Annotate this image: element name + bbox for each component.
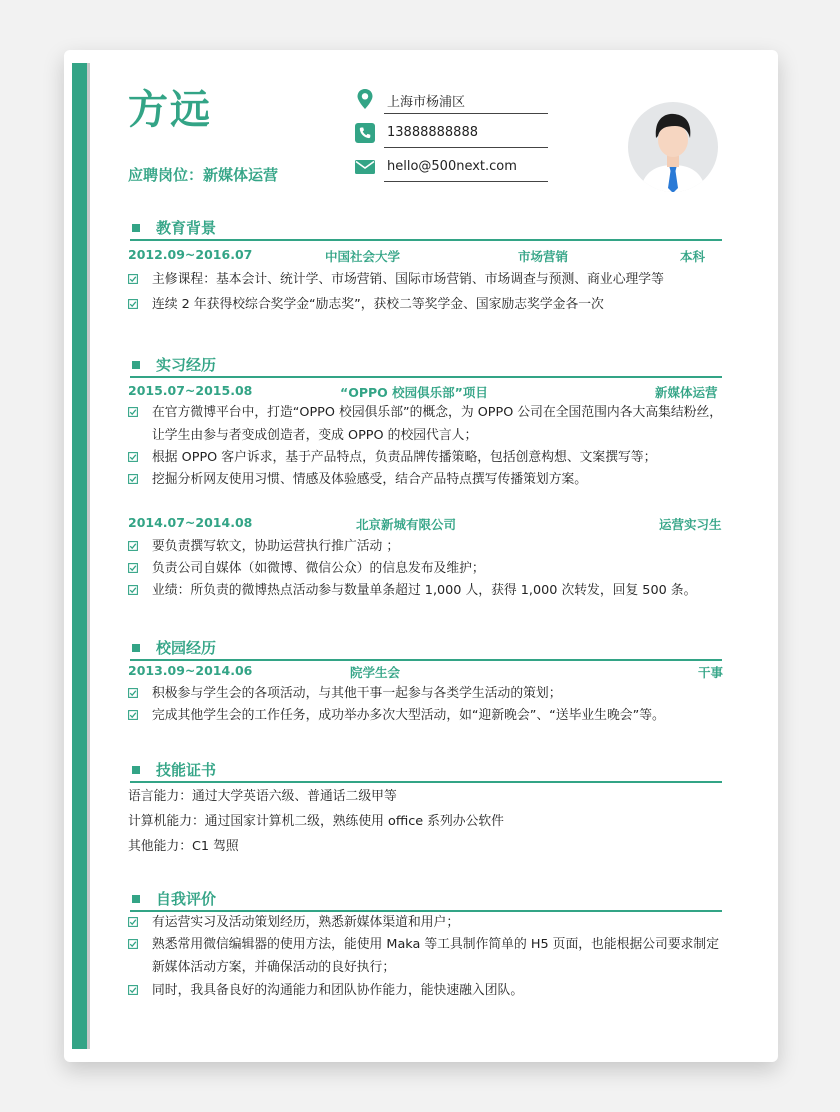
section-header-internship (130, 352, 722, 378)
section-header-campus (130, 635, 722, 661)
item-text: 完成其他学生会的工作任务，成功举办多次大型活动，如“迎新晚会”、“送毕业生晚会”等。 (152, 708, 665, 723)
section-marker (132, 361, 140, 369)
phone-underline (384, 147, 548, 148)
section-title: 自我评价 (156, 890, 217, 908)
mail-icon (354, 156, 376, 178)
campus-row (128, 663, 722, 683)
contact-address (354, 88, 548, 114)
avatar (628, 102, 718, 192)
job-role: 新媒体运营 (655, 385, 718, 400)
job-org: “OPPO 校园俱乐部”项目 (340, 385, 488, 400)
checkbox-icon (128, 541, 138, 551)
job-org: 北京新城有限公司 (356, 517, 457, 532)
avatar-illustration (628, 102, 718, 192)
candidate-name: 方远 (128, 87, 212, 133)
campus-org: 院学生会 (350, 665, 401, 680)
campus-period: 2013.09~2014.06 (128, 663, 253, 678)
item-text: 主修课程：基本会计、统计学、市场营销、国际市场营销、市场调查与预测、商业心理学等 (152, 272, 664, 287)
section-title: 技能证书 (156, 761, 217, 779)
section-header-self-eval (130, 886, 722, 912)
checkbox-icon (128, 407, 138, 417)
checkbox-icon (128, 585, 138, 595)
location-pin-icon (354, 88, 376, 110)
section-header-education (130, 215, 722, 241)
section-marker (132, 224, 140, 232)
section-title: 校园经历 (156, 639, 217, 657)
checkbox-icon (128, 939, 138, 949)
item-text: 挖掘分析网友使用习惯、情感及体验感受，结合产品特点撰写传播策划方案。 (152, 472, 588, 487)
skill-line: 计算机能力：通过国家计算机二级，熟练使用 office 系列办公软件 (128, 814, 504, 829)
item-text: 连续 2 年获得校综合奖学金“励志奖”，获校二等奖学金、国家励志奖学金各一次 (152, 297, 604, 312)
campus-role: 干事 (698, 665, 724, 680)
item-text: 要负责撰写软文，协助运营执行推广活动 ； (152, 539, 400, 554)
checkbox-icon (128, 688, 138, 698)
checkbox-icon (128, 985, 138, 995)
education-row (128, 247, 722, 267)
item-text: 积极参与学生会的各项活动，与其他干事一起参与各类学生活动的策划； (152, 686, 562, 701)
item-text: 业绩：所负责的微博热点活动参与数量单条超过 1,000 人，获得 1,000 次转发，回复 500 条。 (152, 583, 697, 598)
internship-row-1 (128, 383, 722, 403)
checkbox-icon (128, 710, 138, 720)
job-period: 2014.07~2014.08 (128, 515, 253, 530)
applied-position: 应聘岗位：新媒体运营 (128, 166, 279, 184)
email-underline (384, 181, 548, 182)
item-text: 根据 OPPO 客户诉求，基于产品特点，负责品牌传播策略，包括创意构想、文案撰写等； (152, 450, 657, 465)
checkbox-icon (128, 474, 138, 484)
section-marker (132, 766, 140, 774)
section-header-skills (130, 757, 722, 783)
section-marker (132, 895, 140, 903)
job-period: 2015.07~2015.08 (128, 383, 253, 398)
item-text: 在官方微博平台中，打造“OPPO 校园俱乐部”的概念，为 OPPO 公司在全国范围内各大高集结粉丝，让学生由参与者变成创造者，变成 OPPO 的校园代言人； (152, 405, 723, 443)
skill-line: 语言能力：通过大学英语六级、普通话二级甲等 (128, 789, 397, 804)
skill-line: 其他能力：C1 驾照 (128, 839, 239, 854)
job-role: 运营实习生 (659, 517, 722, 532)
contact-email (354, 156, 548, 182)
phone-text: 13888888888 (387, 125, 478, 140)
education-major: 市场营销 (518, 249, 569, 264)
checkbox-icon (128, 299, 138, 309)
address-underline (384, 113, 548, 114)
phone-icon (354, 122, 376, 144)
education-period: 2012.09~2016.07 (128, 247, 253, 262)
checkbox-icon (128, 452, 138, 462)
item-text: 同时，我具备良好的沟通能力和团队协作能力，能快速融入团队。 (152, 983, 524, 998)
section-title: 实习经历 (156, 356, 217, 374)
internship-row-2 (128, 515, 722, 535)
address-text: 上海市杨浦区 (387, 95, 466, 110)
section-title: 教育背景 (156, 219, 217, 237)
education-school: 中国社会大学 (325, 249, 401, 264)
item-text: 有运营实习及活动策划经历，熟悉新媒体渠道和用户； (152, 915, 460, 930)
accent-sidebar-bar (72, 63, 87, 1049)
checkbox-icon (128, 274, 138, 284)
education-degree: 本科 (680, 249, 706, 264)
email-text: hello@500next.com (387, 159, 517, 174)
checkbox-icon (128, 917, 138, 927)
checkbox-icon (128, 563, 138, 573)
item-text: 负责公司自媒体（如微博、微信公众）的信息发布及维护； (152, 561, 485, 576)
item-text: 熟悉常用微信编辑器的使用方法，能使用 Maka 等工具制作简单的 H5 页面，也能根据公司要求制定新媒体活动方案，并确保活动的良好执行； (152, 937, 720, 975)
contact-phone (354, 122, 548, 148)
section-marker (132, 644, 140, 652)
